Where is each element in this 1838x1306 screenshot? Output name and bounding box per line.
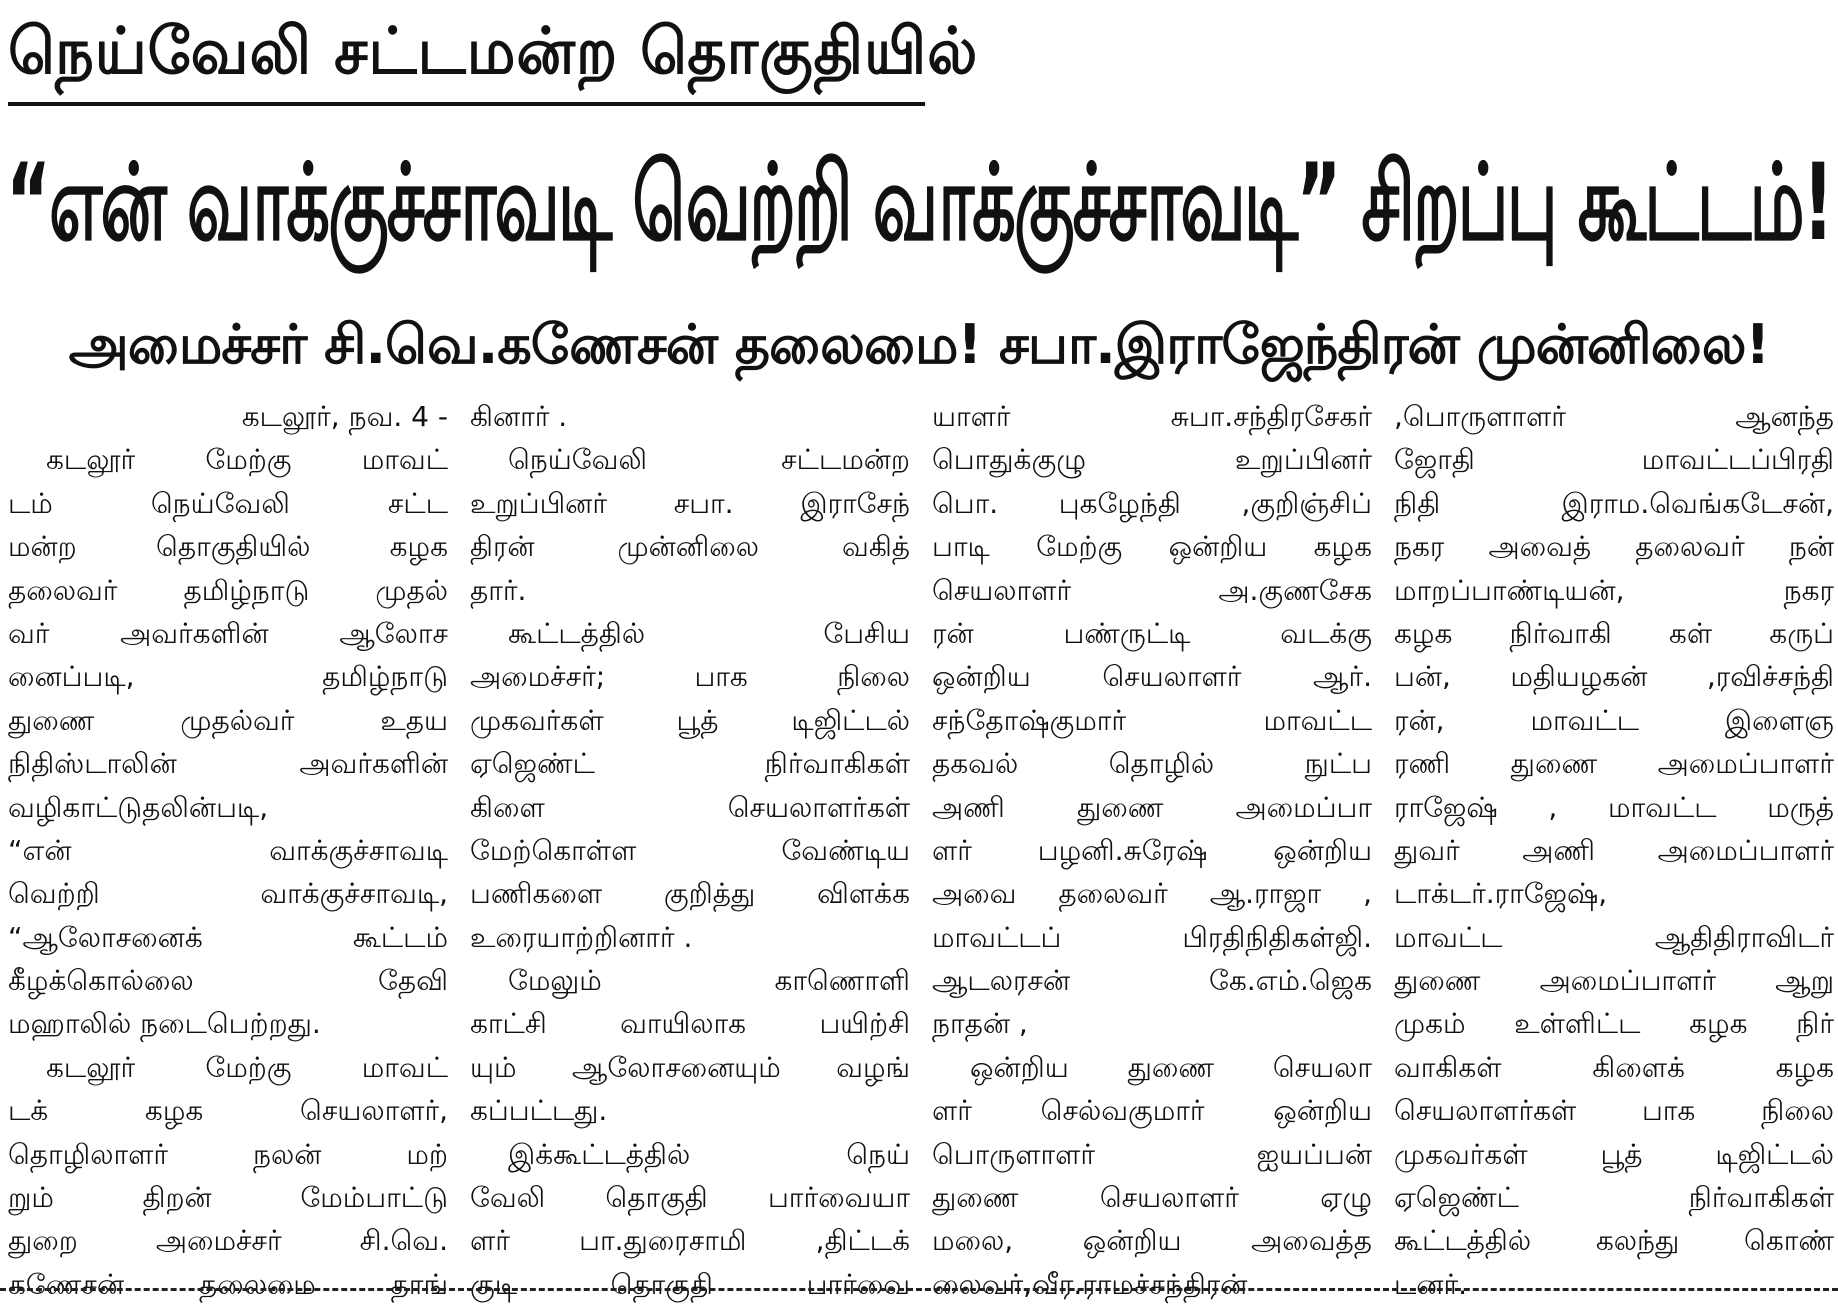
article-line: மாவட்ட ஆதிதிராவிடர் — [1394, 920, 1834, 954]
article-line: உரையாற்றினார் . — [470, 920, 693, 954]
sub-headline: அமைச்சர் சி.வெ.கணேசன் தலைமை! சபா.இராஜேந்திரன் முன்னிலை! — [68, 313, 1770, 376]
article-line: துவர் அணி அமைப்பாளர் — [1394, 833, 1834, 867]
article-line: ஜோதி மாவட்டப்பிரதி — [1394, 443, 1834, 477]
article-line: கூட்டத்தில் கலந்து கொண் — [1394, 1224, 1834, 1258]
article-line: உறுப்பினர் சபா. இராசேந் — [470, 486, 910, 520]
article-line: அவை தலைவர் ஆ.ராஜா , — [932, 877, 1372, 911]
article-line: யாளர் சுபா.சந்திரசேகர் — [932, 400, 1372, 433]
article-line: நிதிஸ்டாலின் அவர்களின் — [8, 747, 448, 781]
article-line: தகவல் தொழில் நுட்ப — [932, 747, 1372, 781]
article-line: மாறப்பாண்டியன், நகர — [1394, 573, 1834, 607]
article-line: துறை அமைச்சர் சி.வெ. — [8, 1224, 448, 1258]
article-column-3 — [932, 395, 1372, 1301]
article-column-4 — [1394, 395, 1834, 1301]
article-line: பன், மதியழகன் ,ரவிச்சந்தி — [1394, 660, 1834, 694]
article-line: தலைவர் தமிழ்நாடு முதல் — [8, 573, 448, 607]
article-line: துணை அமைப்பாளர் ஆறு — [1394, 964, 1834, 998]
article-line: மன்ற தொகுதியில் கழக — [8, 530, 448, 564]
article-line: நிதி இராம.வெங்கடேசன், — [1394, 486, 1834, 520]
article-line: வெற்றி வாக்குச்சாவடி, — [8, 877, 448, 911]
article-line: கடலூர், நவ. 4 - — [241, 400, 448, 433]
article-line: ஏஜெண்ட் நிர்வாகிகள் — [1394, 1181, 1834, 1215]
article-line: திரன் முன்னிலை வகித் — [470, 530, 910, 564]
article-line: துணை முதல்வர் உதய — [8, 703, 448, 737]
article-line: தொழிலாளர் நலன் மற் — [8, 1137, 448, 1171]
article-line: ஆடலரசன் கே.எம்.ஜெக — [932, 964, 1372, 998]
article-line: மாவட்டப் பிரதிநிதிகள்ஜி. — [932, 920, 1372, 954]
article-line: கப்பட்டது. — [470, 1094, 608, 1128]
article-line: வாகிகள் கிளைக் கழக — [1394, 1050, 1834, 1084]
article-line: டனர். — [1394, 1267, 1467, 1301]
article-line: செயலாளர்கள் பாக நிலை — [1394, 1094, 1834, 1128]
article-line: மேலும் காணொளி — [508, 964, 910, 998]
article-line: கடலூர் மேற்கு மாவட் — [46, 1050, 448, 1084]
article-line: மேற்கொள்ள வேண்டிய — [470, 833, 910, 867]
article-line: மலை, ஒன்றிய அவைத்த — [932, 1224, 1372, 1258]
article-line: கணேசன் தலைமை தாங் — [8, 1267, 448, 1301]
article-line: பொருளாளர் ஐயப்பன் — [932, 1137, 1372, 1171]
article-line: ராஜேஷ் , மாவட்ட மருத் — [1394, 790, 1834, 824]
article-line: னைப்படி, தமிழ்நாடு — [8, 660, 448, 694]
article-line: ரணி துணை அமைப்பாளர் — [1394, 747, 1834, 781]
article-line: டாக்டர்.ராஜேஷ், — [1394, 877, 1608, 911]
article-body — [0, 395, 1838, 1301]
article-line: கீழக்கொல்லை தேவி — [8, 964, 448, 998]
article-line: ளர் பழனி.சுரேஷ் ஒன்றிய — [932, 833, 1372, 867]
article-line: சந்தோஷ்குமார் மாவட்ட — [932, 703, 1372, 737]
article-line: கடலூர் மேற்கு மாவட் — [46, 443, 448, 477]
article-line: முகவர்கள் பூத் டிஜிட்டல் — [1394, 1137, 1834, 1171]
article-line: கூட்டத்தில் பேசிய — [508, 616, 910, 650]
article-line: இக்கூட்டத்தில் நெய் — [508, 1137, 910, 1171]
article-line: மஹாலில் நடைபெற்றது. — [8, 1007, 321, 1041]
article-line: அணி துணை அமைப்பா — [932, 790, 1372, 824]
article-line: அமைச்சர்; பாக நிலை — [470, 660, 910, 694]
article-line: நகர அவைத் தலைவர் நன் — [1394, 530, 1834, 564]
article-column-1 — [8, 395, 448, 1301]
article-line: யும் ஆலோசனையும் வழங் — [470, 1050, 910, 1084]
article-line: பணிகளை குறித்து விளக்க — [470, 877, 910, 911]
article-line: கினார் . — [470, 400, 568, 433]
main-headline: “என் வாக்குச்சாவடி வெற்றி வாக்குச்சாவடி” சிறப்பு கூட்டம்! — [6, 141, 1832, 264]
article-line: செயலாளர் அ.குணசேக — [932, 573, 1372, 607]
article-line: லைவர்,வீர.ராமச்சந்திரன் — [932, 1267, 1248, 1301]
kicker-headline: நெய்வேலி சட்டமன்ற தொகுதியில் — [8, 6, 925, 106]
article-line: கிளை செயலாளர்கள் — [470, 790, 910, 824]
article-line: குடி தொகுதி பார்வை — [470, 1267, 910, 1301]
article-line: ரன் பண்ருட்டி வடக்கு — [932, 616, 1372, 650]
article-line: ரன், மாவட்ட இளைஞ — [1394, 703, 1834, 737]
article-line: ,பொருளாளர் ஆனந்த — [1394, 400, 1834, 433]
article-line: ஏஜெண்ட் நிர்வாகிகள் — [470, 747, 910, 781]
article-line: ளர் பா.துரைசாமி ,திட்டக் — [470, 1224, 910, 1258]
article-line: பொ. புகழேந்தி ,குறிஞ்சிப் — [932, 486, 1372, 520]
article-line: ளர் செல்வகுமார் ஒன்றிய — [932, 1094, 1372, 1128]
article-line: முகவர்கள் பூத் டிஜிட்டல் — [470, 703, 910, 737]
article-line: நாதன் , — [932, 1007, 1028, 1041]
article-line: கழக நிர்வாகி கள் கருப் — [1394, 616, 1834, 650]
article-line: “என் வாக்குச்சாவடி — [8, 833, 448, 867]
article-line: டம் நெய்வேலி சட்ட — [8, 486, 448, 520]
article-line: வழிகாட்டுதலின்படி, — [8, 790, 269, 824]
article-line: துணை செயலாளர் ஏழு — [932, 1181, 1372, 1215]
article-line: ஒன்றிய செயலாளர் ஆர். — [932, 660, 1372, 694]
article-line: நெய்வேலி சட்டமன்ற — [508, 443, 910, 477]
article-line: ஒன்றிய துணை செயலா — [970, 1050, 1372, 1084]
article-column-2 — [470, 395, 910, 1301]
article-line: தார். — [470, 573, 527, 607]
article-line: றும் திறன் மேம்பாட்டு — [8, 1181, 448, 1215]
article-line: முகம் உள்ளிட்ட கழக நிர் — [1394, 1007, 1834, 1041]
article-line: பொதுக்குழு உறுப்பினர் — [932, 443, 1372, 477]
dashed-divider — [0, 1288, 1838, 1291]
article-line: வர் அவர்களின் ஆலோச — [8, 616, 448, 650]
article-line: டக் கழக செயலாளர், — [8, 1094, 448, 1128]
article-line: பாடி மேற்கு ஒன்றிய கழக — [932, 530, 1372, 564]
article-line: வேலி தொகுதி பார்வையா — [470, 1181, 910, 1215]
article-line: காட்சி வாயிலாக பயிற்சி — [470, 1007, 910, 1041]
article-line: “ஆலோசனைக் கூட்டம் — [8, 920, 448, 954]
